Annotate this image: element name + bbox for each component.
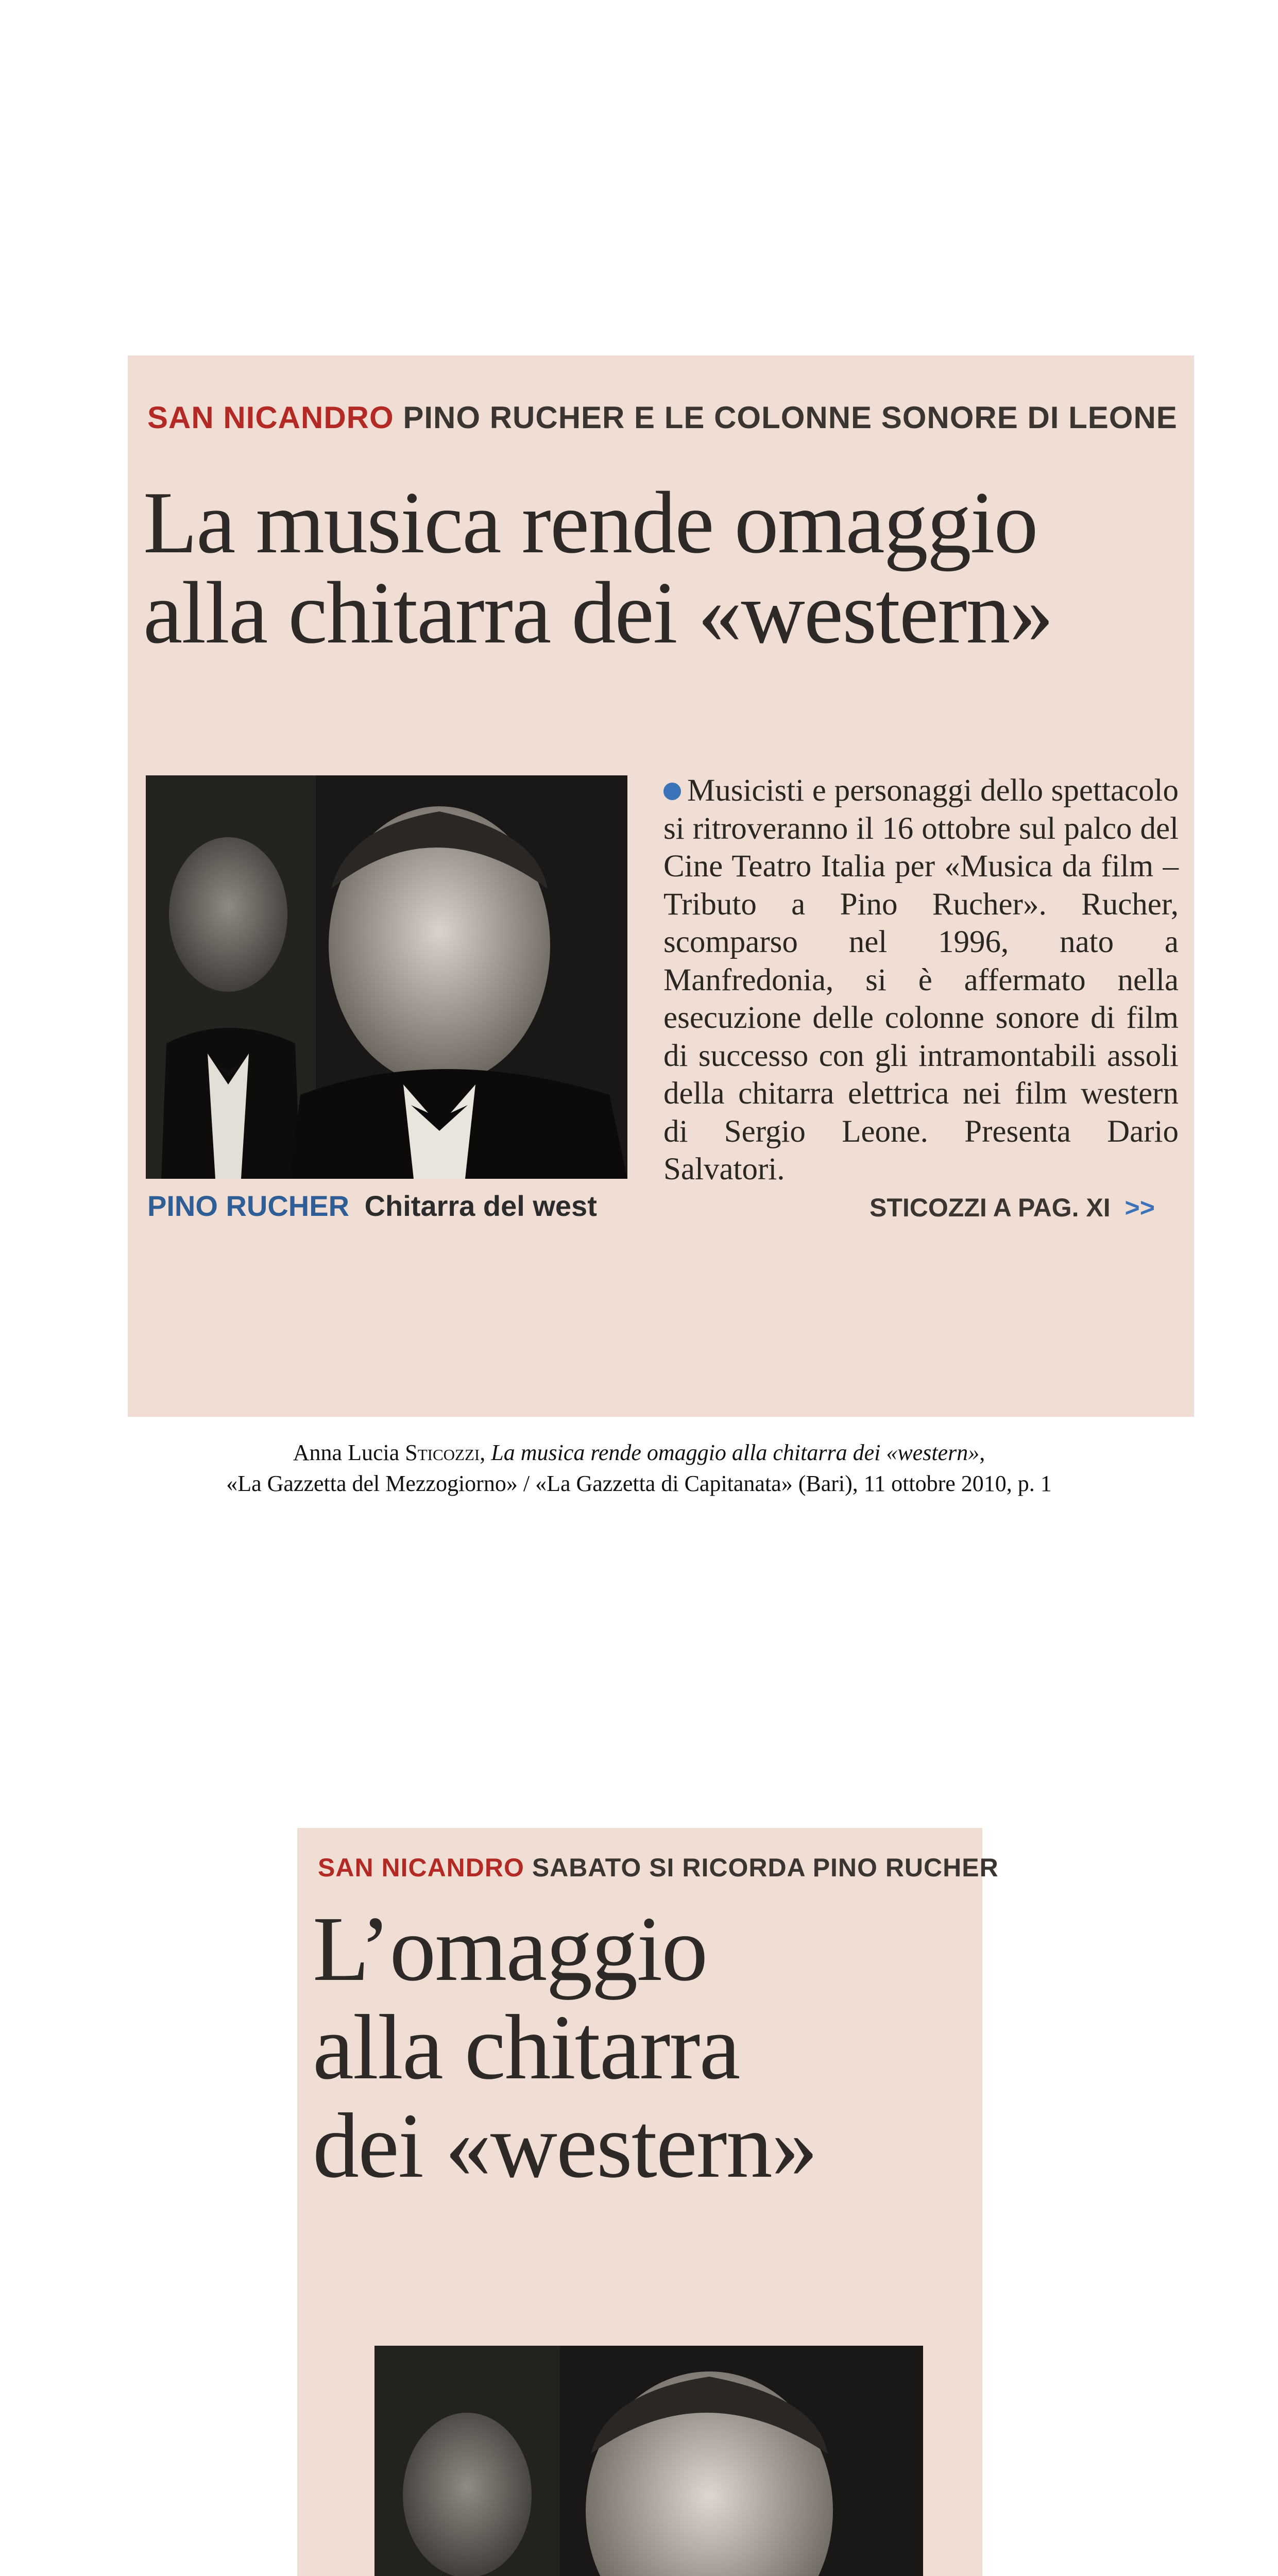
citation-1-author-last: Sticozzi [405,1440,480,1465]
photo-caption [147,1189,597,1223]
headline-line-1: La musica rende omaggio [143,474,1037,572]
headline-line-1: L’omaggio [313,1897,707,2000]
headline-line-3: dei «western» [313,2094,817,2197]
citation-1-source: «La Gazzetta del Mezzogiorno» / «La Gazzetta di Capitanata» (Bari), 11 ottobre 2010, p. 1 [226,1471,1052,1496]
newspaper-clipping-inner-page [297,1828,999,2576]
teaser-text: Musicisti e personaggi dello spettacolo si ritroveranno il 16 ottobre sul palco del Cine Teatro Italia per «Musica da film – Tributo a Pino Rucher». Rucher, scomparso nel 1996, nato a Manfredonia, si è affermato nella esecuzione delle colonne sonore di film di successo con gli intramontabili assoli della chitarra elettrica nei film western di Sergio Leone. Presenta Dario Salvatori. [663,773,1179,1187]
page-jump [870,1193,1155,1223]
kicker-topic: PINO RUCHER E LE COLONNE SONORE DI LEONE [403,400,1178,435]
portrait-photo [146,775,627,1179]
citation-1-line-1: Anna Lucia Sticozzi, La musica rende omaggio alla chitarra dei «western», [293,1440,985,1465]
citation-1-author-first: Anna Lucia [293,1440,400,1465]
headline [143,474,1184,663]
headline [313,1897,972,2197]
headline-line-2: alla chitarra dei «western» [143,564,1053,663]
kicker-place: SAN NICANDRO [147,400,394,435]
kicker [147,400,1178,435]
kicker [318,1853,999,1883]
page-jump-text: STICOZZI A PAG. XI [870,1193,1111,1222]
newspaper-clipping-front-page [128,355,1194,1417]
portrait-photo [374,2346,923,2576]
kicker-topic: SABATO SI RICORDA PINO RUCHER [532,1853,999,1882]
photo-caption-name: PINO RUCHER [147,1190,350,1222]
teaser-blurb [663,772,1179,1189]
citation-1-title: La musica rende omaggio alla chitarra dei «western» [491,1440,980,1465]
headline-line-2: alla chitarra [313,1995,740,2098]
photo-caption-text: Chitarra del west [364,1190,597,1222]
bullet-dot-icon [663,783,681,800]
double-chevron-right-icon: >> [1124,1193,1155,1222]
kicker-place: SAN NICANDRO [318,1853,524,1882]
citation-1 [0,1437,1278,1499]
